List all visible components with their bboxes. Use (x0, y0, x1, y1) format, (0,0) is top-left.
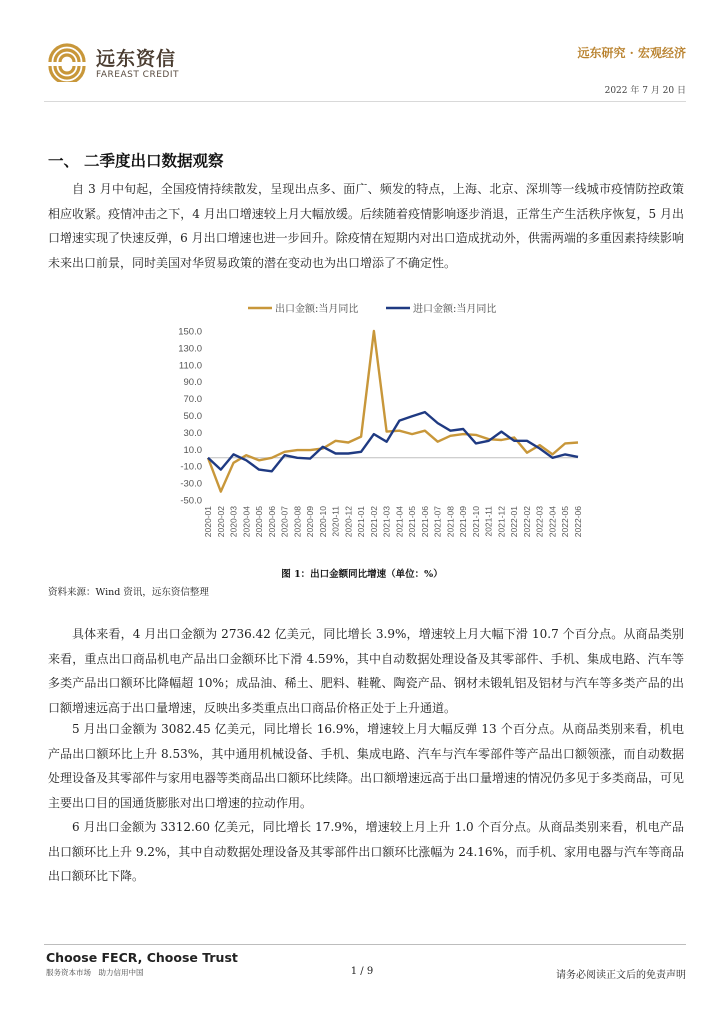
fareast-logo-icon (44, 42, 90, 82)
x-tick-label: 2021-04 (394, 506, 405, 538)
brand-logo (44, 40, 214, 86)
footer-tagline: 服务资本市场 助力信用中国 (46, 968, 144, 977)
x-tick-label: 2021-03 (381, 506, 392, 538)
section-title: 二季度出口数据观察 (84, 151, 224, 170)
x-tick-label: 2021-05 (407, 506, 418, 538)
x-tick-label: 2021-10 (470, 506, 481, 538)
y-tick-label: 70.0 (183, 394, 202, 406)
x-tick-label: 2022-02 (521, 506, 532, 538)
y-tick-label: 130.0 (178, 343, 202, 355)
x-tick-label: 2022-03 (534, 506, 545, 538)
x-tick-label: 2020-03 (228, 506, 239, 538)
x-tick-label: 2020-08 (292, 506, 303, 538)
x-tick-label: 2021-11 (483, 506, 494, 537)
x-tick-label: 2021-12 (496, 506, 507, 538)
y-tick-label: -50.0 (180, 495, 202, 507)
y-tick-label: 110.0 (178, 360, 202, 372)
series-line-import (208, 412, 578, 471)
x-tick-label: 2021-07 (432, 506, 443, 538)
header-divider (44, 101, 686, 102)
x-tick-label: 2021-02 (368, 506, 379, 538)
footer-divider (44, 944, 686, 945)
legend-label-import: 进口金额:当月同比 (413, 304, 497, 315)
figure-source: 资料来源：Wind 资讯，远东资信整理 (48, 587, 209, 598)
x-tick-label: 2022-05 (560, 506, 571, 538)
report-series: 远东研究 · 宏观经济 (577, 46, 686, 60)
section-heading (48, 149, 224, 171)
disclaimer-note: 请务必阅读正文后的免责声明 (556, 970, 686, 981)
x-tick-label: 2021-08 (445, 506, 456, 538)
x-tick-label: 2020-10 (317, 506, 328, 538)
export-import-yoy-chart (160, 296, 590, 558)
x-tick-label: 2021-06 (419, 506, 430, 538)
x-tick-label: 2020-09 (305, 506, 316, 538)
x-tick-label: 2022-04 (547, 506, 558, 538)
x-tick-label: 2020-12 (343, 506, 354, 538)
y-tick-label: 10.0 (183, 444, 202, 456)
paragraph-june: 6 月出口金额为 3312.60 亿美元，同比增长 17.9%，增速较上月上升 1.0 个百分点。从商品类别来看，机电产品出口额环比上升 9.2%，其中自动数据处理设备及其零部件出口额环比涨幅为 24.16%，而手机、家用电器与汽车等商品出口额环比下降。 (48, 820, 684, 883)
x-tick-label: 2020-11 (330, 506, 341, 537)
x-tick-label: 2020-05 (254, 506, 265, 538)
report-date: 2022 年 7 月 20 日 (604, 86, 686, 96)
page-number: 1 / 9 (350, 966, 374, 977)
series-line-export (208, 331, 578, 492)
x-tick-label: 2020-07 (279, 506, 290, 538)
x-tick-label: 2022-01 (509, 506, 520, 538)
paragraph-may: 5 月出口金额为 3082.45 亿美元，同比增长 16.9%，增速较上月大幅反弹 13 个百分点。从商品类别来看，机电产品出口额环比上升 8.53%，其中通用机械设备、手机、集成电路、汽车与汽车零部件等产品出口额领涨，而自动数据处理设备及其零部件与家用电器等类商品出口额环比续降。出口额增速远高于出口量增速的情况仍多见于多类商品，可见主要出口目的国通货膨胀对出口增速的拉动作用。 (48, 722, 685, 810)
paragraph-april: 具体来看，4 月出口金额为 2736.42 亿美元，同比增长 3.9%，增速较上月大幅下滑 10.7 个百分点。从商品类别来看，重点出口商品机电产品出口金额环比下滑 4.59%，其中自动数据处理设备及其零部件、手机、集成电路、汽车等多类产品出口额环比降幅超 10%；成品油、稀土、肥料、鞋靴、陶瓷产品、钢材未锻轧铝及铝材与汽车等多类产品的出口额增速远高于出口量增速，反映出多类重点出口商品价格正处于上升通道。 (48, 627, 684, 715)
paragraph-intro: 自 3 月中旬起，全国疫情持续散发，呈现出点多、面广、频发的特点，上海、北京、深圳等一线城市疫情防控政策相应收紧。疫情冲击之下，4 月出口增速较上月大幅放缓。后续随着疫情影响逐步消退，正常生产生活秩序恢复，5 月出口增速实现了快速反弹，6 月出口增速也进一步回升。除疫情在短期内对出口造成扰动外，供需两端的多重因素持续影响未来出口前景，同时美国对华贸易政策的潜在变动也为出口增添了不确定性。 (48, 182, 684, 270)
footer-slogan: Choose FECR, Choose Trust (46, 950, 238, 965)
x-tick-label: 2021-01 (356, 506, 367, 538)
legend-label-export: 出口金额:当月同比 (275, 304, 359, 315)
y-tick-label: 50.0 (183, 411, 202, 422)
y-tick-label: 30.0 (183, 427, 202, 439)
x-tick-label: 2020-01 (203, 506, 213, 538)
y-tick-label: 90.0 (183, 377, 202, 389)
x-tick-label: 2020-04 (241, 506, 252, 538)
y-tick-label: -10.0 (180, 461, 202, 473)
brand-name-en: FAREAST CREDIT (96, 70, 179, 80)
figure-caption: 图 1：出口金额同比增速（单位：%） (281, 569, 443, 580)
x-tick-label: 2020-02 (215, 506, 226, 538)
brand-name-cn: 远东资信 (96, 48, 177, 70)
x-tick-label: 2022-06 (573, 506, 583, 538)
y-tick-label: -30.0 (180, 478, 202, 490)
section-number: 一、 (48, 151, 80, 170)
x-tick-label: 2021-09 (458, 506, 469, 538)
x-tick-label: 2020-06 (266, 506, 277, 538)
y-tick-label: 150.0 (178, 326, 202, 338)
